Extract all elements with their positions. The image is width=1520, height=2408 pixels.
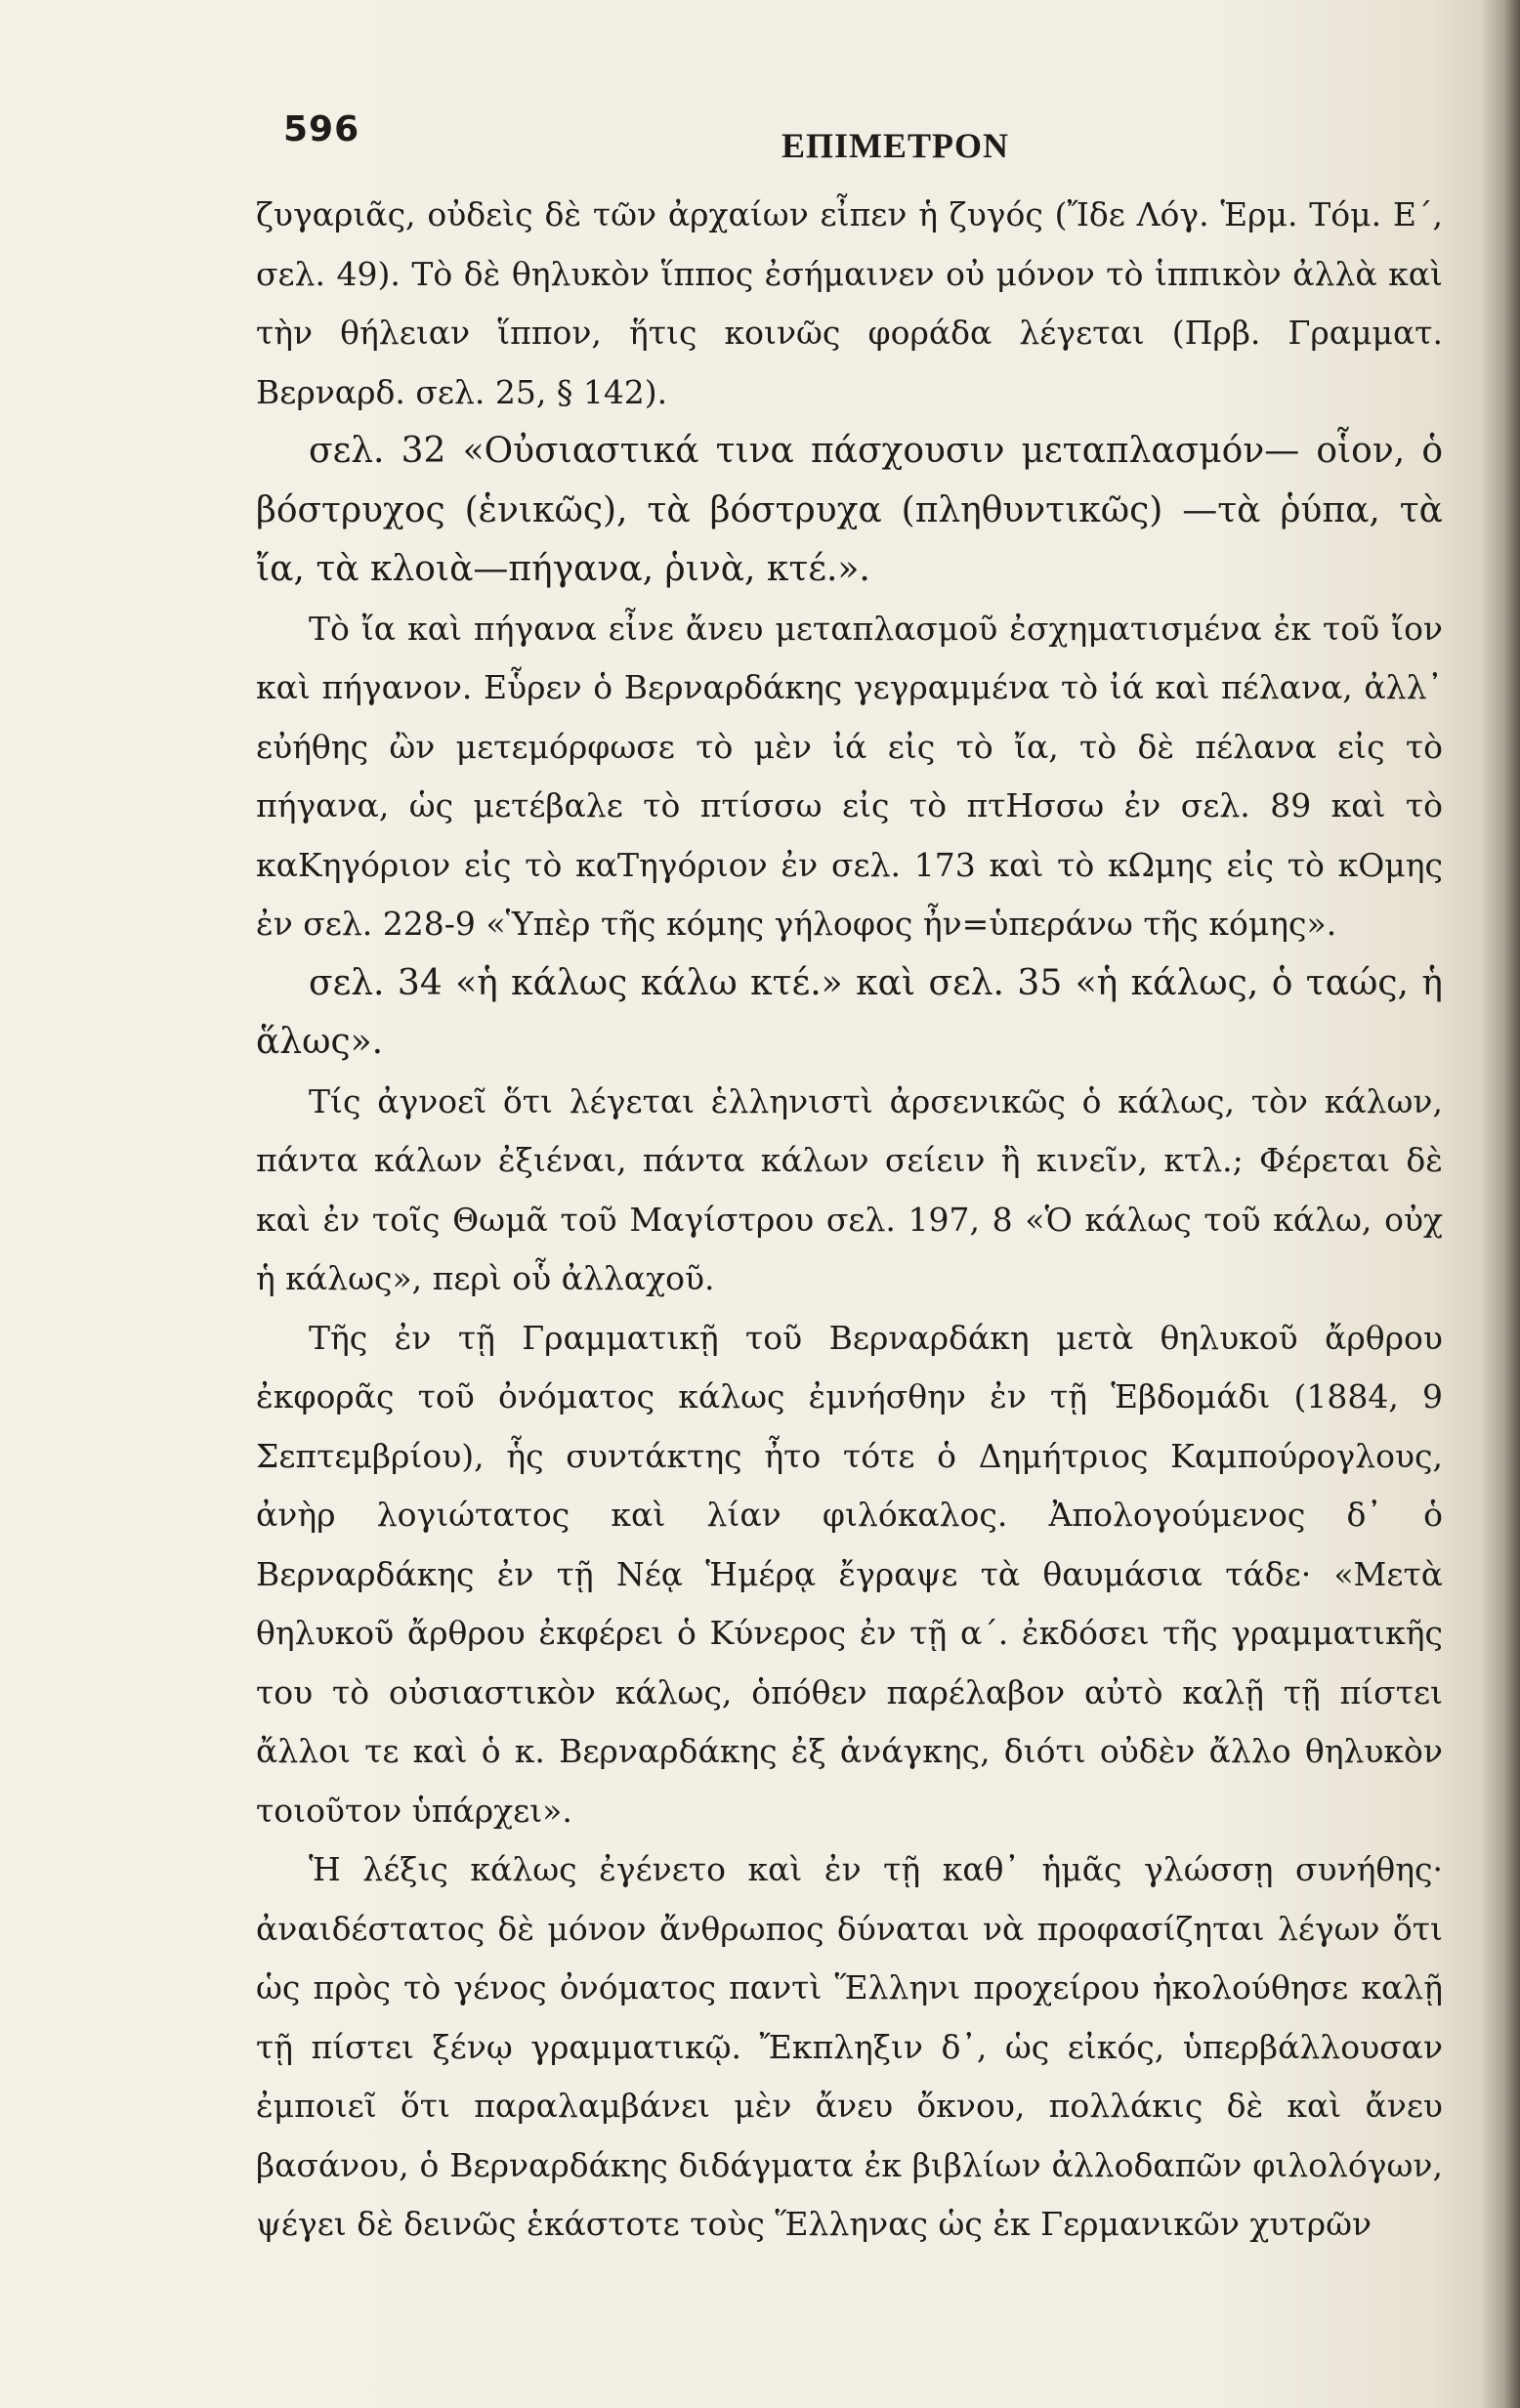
paragraph-5: Τίς ἀγνοεῖ ὅτι λέγεται ἑλληνιστὶ ἀρσενικῶς ὁ κάλως, τὸν κάλων, πάντα κάλων ἐξιέναι, πάντα κάλων σείειν ἢ κινεῖν, κτλ.; Φέρεται δὲ καὶ ἐν τοῖς Θωμᾶ τοῦ Μαγίστρου σελ. 197, 8 «Ὁ κάλως τοῦ κάλω, οὐχ ἡ κάλως», περὶ οὗ ἀλλαχοῦ. (256, 1081, 1443, 1297)
page-body (256, 186, 1443, 2255)
paragraph-4: σελ. 34 «ἡ κάλως κάλω κτέ.» καὶ σελ. 35 «ἡ κάλως, ὁ ταώς, ἡ ἅλως». (256, 962, 1443, 1062)
paragraph-3: Τὸ ἴα καὶ πήγανα εἶνε ἄνευ μεταπλασμοῦ ἐσχηματισμένα ἐκ τοῦ ἴον καὶ πήγανον. Εὗρεν ὁ Βερναρδάκης γεγραμμένα τὸ ἰά καὶ πέλανα, ἀλλ᾽ εὐήθης ὢν μετεμόρφωσε τὸ μὲν ἰά εἰς τὸ ἴα, τὸ δὲ πέλανα εἰς τὸ πήγανα, ὡς μετέβαλε τὸ πτίσσω εἰς τὸ πτΗσσω ἐν σελ. 89 καὶ τὸ καΚηγόριον εἰς τὸ καΤηγόριον ἐν σελ. 173 καὶ τὸ κΩμης εἰς τὸ κΟμης ἐν σελ. 228-9 «Ὑπὲρ τῆς κόμης γήλοφος ἦν=ὑπεράνω τῆς κόμης». (256, 609, 1443, 943)
page-number: 596 (283, 109, 360, 149)
paragraph-1: ζυγαριᾶς, οὐδεὶς δὲ τῶν ἀρχαίων εἶπεν ἡ ζυγός (Ἴδε Λόγ. Ἑρμ. Τόμ. Ε΄, σελ. 49). Τὸ δὲ θηλυκὸν ἵππος ἐσήμαινεν οὐ μόνον τὸ ἱππικὸν ἀλλὰ καὶ τὴν θήλειαν ἵππον, ἥτις κοινῶς φοράδα λέγεται (Πρβ. Γραμματ. Βερναρδ. σελ. 25, § 142). (256, 195, 1443, 411)
paragraph-6: Τῆς ἐν τῇ Γραμματικῇ τοῦ Βερναρδάκη μετὰ θηλυκοῦ ἄρθρου ἐκφορᾶς τοῦ ὀνόματος κάλως ἐμνήσθην ἐν τῇ Ἑβδομάδι (1884, 9 Σεπτεμβρίου), ἧς συντάκτης ἦτο τότε ὁ Δημήτριος Καμπούρογλους, ἀνὴρ λογιώτατος καὶ λίαν φιλόκαλος. Ἀπολογούμενος δ᾽ ὁ Βερναρδάκης ἐν τῇ Νέᾳ Ἡμέρᾳ ἔγραψε τὰ θαυμάσια τάδε· «Μετὰ θηλυκοῦ ἄρθρου ἐκφέρει ὁ Κύνερος ἐν τῇ α΄. ἐκδόσει τῆς γραμματικῆς του τὸ οὐσιαστικὸν κάλως, ὁπόθεν παρέλαβον αὐτὸ καλῇ τῇ πίστει ἄλλοι τε καὶ ὁ κ. Βερναρδάκης ἐξ ἀνάγκης, διότι οὐδὲν ἄλλο θηλυκὸν τοιοῦτον ὑπάρχει». (256, 1318, 1443, 1830)
spine-shadow (1481, 0, 1520, 2408)
running-head: ΕΠΙΜΕΤΡΟΝ (781, 126, 1010, 165)
paragraph-2: σελ. 32 «Οὐσιαστικά τινα πάσχουσιν μεταπλασμόν— οἷον, ὁ βόστρυχος (ἑνικῶς), τὰ βόστρυχα (πληθυντικῶς) —τὰ ῥύπα, τὰ ἴα, τὰ κλοιὰ—πήγανα, ῥινὰ, κτέ.». (256, 431, 1443, 589)
paragraph-7: Ἡ λέξις κάλως ἐγένετο καὶ ἐν τῇ καθ᾽ ἡμᾶς γλώσσῃ συνήθης· ἀναιδέστατος δὲ μόνον ἄνθρωπος δύναται νὰ προφασίζηται λέγων ὅτι ὡς πρὸς τὸ γένος ὀνόματος παντὶ Ἕλληνι προχείρου ἠκολούθησε καλῇ τῇ πίστει ξένῳ γραμματικῷ. Ἔκπληξιν δ᾽, ὡς εἰκός, ὑπερβάλλουσαν ἐμποιεῖ ὅτι παραλαμβάνει μὲν ἄνευ ὄκνου, πολλάκις δὲ καὶ ἄνευ βασάνου, ὁ Βερναρδάκης διδάγματα ἐκ βιβλίων ἀλλοδαπῶν φιλολόγων, ψέγει δὲ δεινῶς ἑκάστοτε τοὺς Ἕλληνας ὡς ἐκ Γερμανικῶν χυτρῶν (256, 1850, 1443, 2243)
